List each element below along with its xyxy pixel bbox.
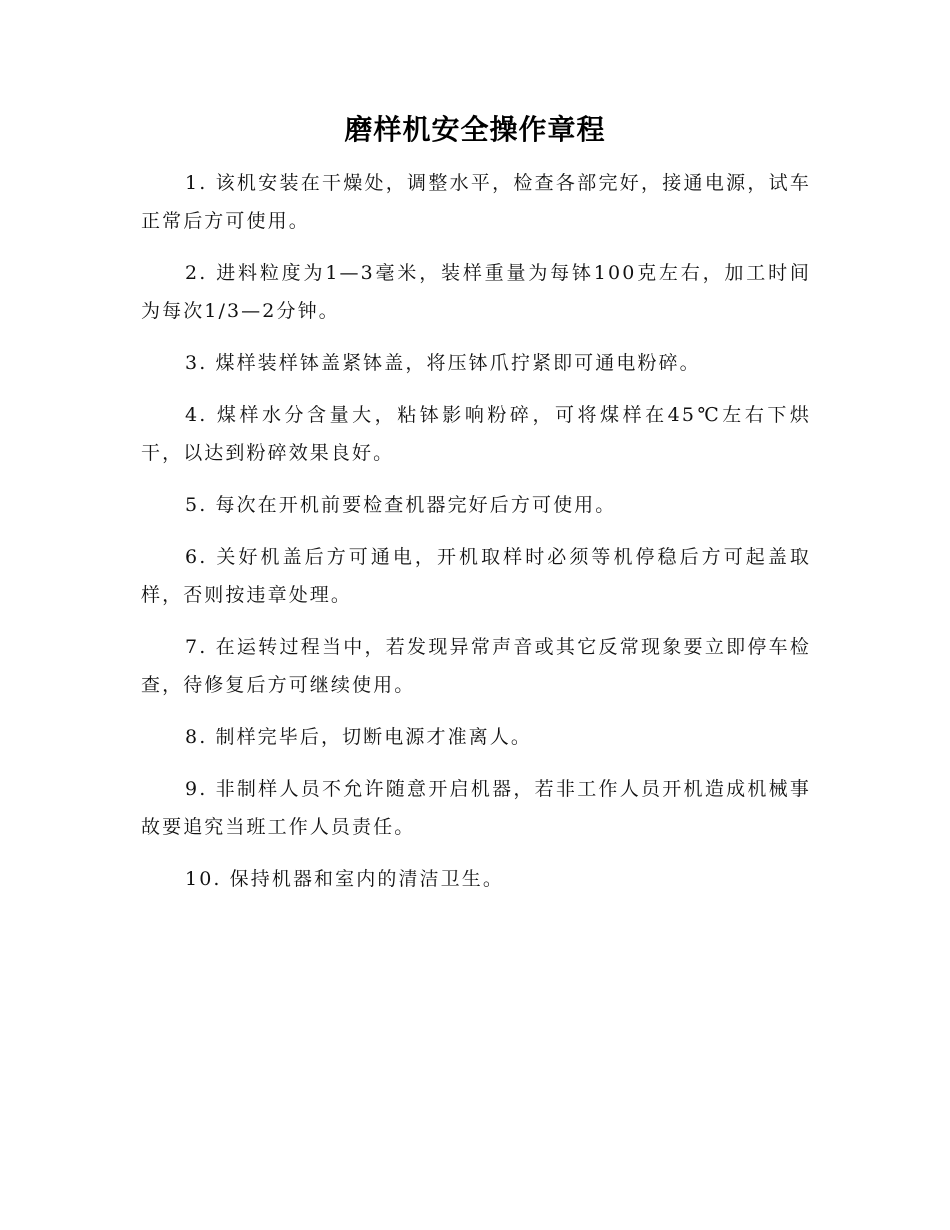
rule-item-7: 7. 在运转过程当中，若发现异常声音或其它反常现象要立即停车检查，待修复后方可继续使用。 <box>141 636 811 696</box>
rule-item-8: 8. 制样完毕后，切断电源才准离人。 <box>185 726 532 748</box>
rule-item-2: 2. 进料粒度为1—3毫米，装样重量为每钵100克左右，加工时间为每次1/3—2分钟。 <box>141 262 811 322</box>
rule-item-3: 3. 煤样装样钵盖紧钵盖，将压钵爪拧紧即可通电粉碎。 <box>185 352 701 374</box>
rule-item-4: 4. 煤样水分含量大，粘钵影响粉碎，可将煤样在45℃左右下烘干，以达到粉碎效果良好。 <box>141 404 811 464</box>
document-title: 磨样机安全操作章程 <box>344 113 606 146</box>
rule-item-6: 6. 关好机盖后方可通电，开机取样时必须等机停稳后方可起盖取样，否则按违章处理。 <box>141 546 811 606</box>
rule-item-10: 10. 保持机器和室内的清洁卫生。 <box>185 868 504 890</box>
rule-item-1: 1. 该机安装在干燥处，调整水平，检查各部完好，接通电源，试车正常后方可使用。 <box>141 172 811 232</box>
rule-item-5: 5. 每次在开机前要检查机器完好后方可使用。 <box>185 494 617 516</box>
rule-item-9: 9. 非制样人员不允许随意开启机器，若非工作人员开机造成机械事故要追究当班工作人员责任。 <box>141 778 811 838</box>
rules-list <box>141 164 811 912</box>
